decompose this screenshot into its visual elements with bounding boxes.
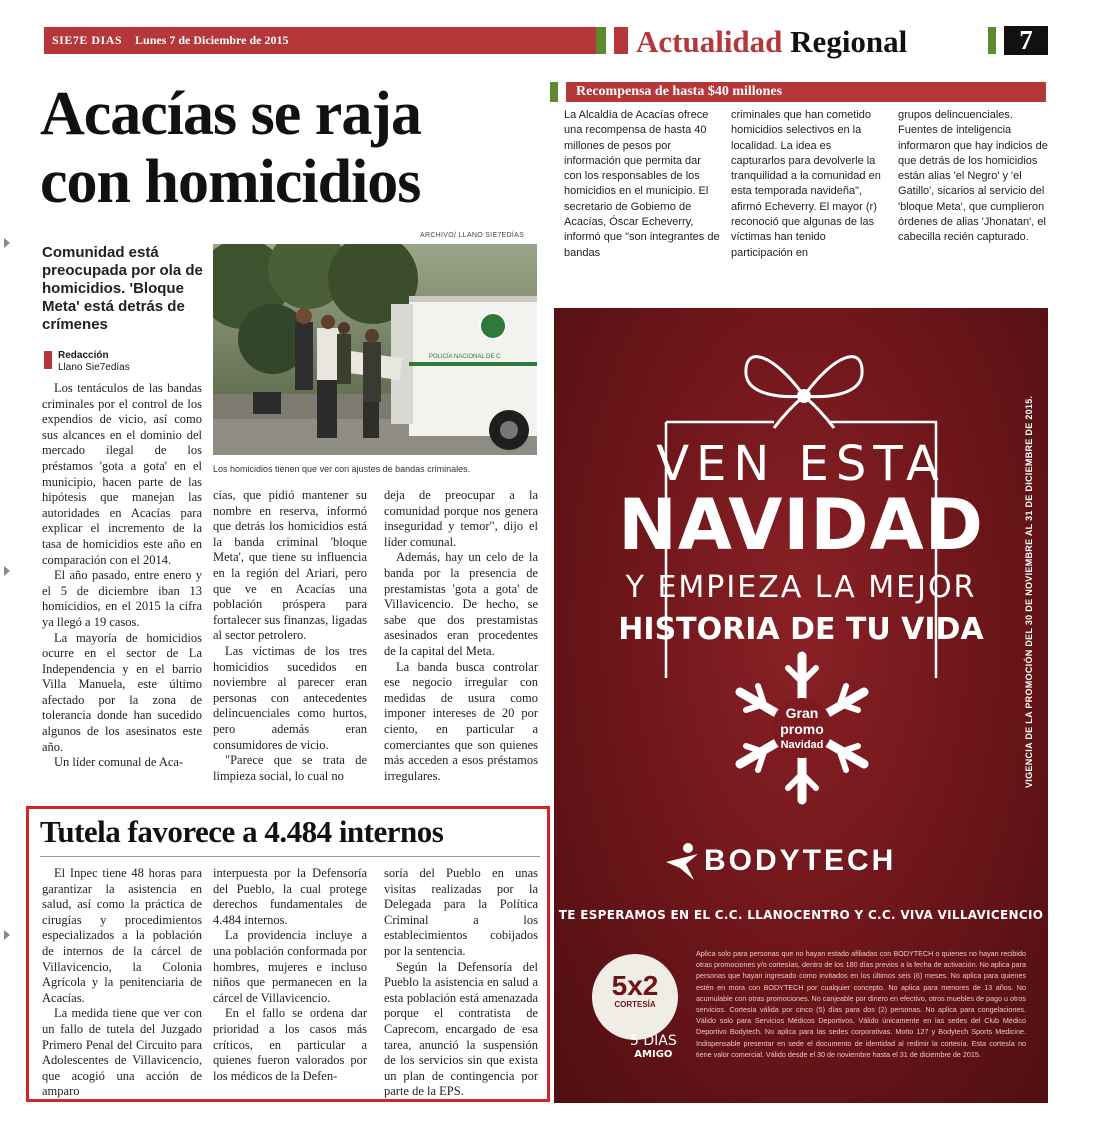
snowflake-text-2: promo xyxy=(780,721,824,737)
promo-days-label: AMIGO xyxy=(634,1049,673,1060)
ad-validity: VIGENCIA DE LA PROMOCIÓN DEL 30 DE NOVIEMBRE AL 31 DE DICIEMBRE DE 2015. xyxy=(1024,395,1034,788)
ad-fine-print: Aplica solo para personas que no hayan estado afiliadas con BODYTECH o quienes no hayan recibido otras promociones y/o cortesías, dentro de los 180 días previos a la fecha de activación. No aplica para personas que hayan ingresado como invitados en los últimos seis (6) meses. No aplica para quienes estén en mora con BODYTECH por cualquier concepto. No aplica para menores de 13 años. No acumulable con otras promociones. No canjeable por dinero en efectivo, otros muebles de pago u otros servicios. Cortesía válida por cinco (5) días para dos (2) personas. No aplica para congelaciones. Válido solo para Servicios Médicos Deportivos. Válido únicamente en las sedes del Club Médico Deportivo Bodytech. No aplica para las sedes corporativas. Motto 127 y Bodytech Sports Medicine. Indispensable presentar en sede el documento de identidad al redimir la cortesía. Esta cortesía no tiene valor comercial. Válido desde el 30 de noviembre hasta el 31 de diciembre de 2015. xyxy=(696,949,1026,1059)
section-title-red: Actualidad xyxy=(636,24,783,59)
main-headline xyxy=(40,80,540,216)
byline-marker xyxy=(44,351,52,369)
article-column-3 xyxy=(384,488,538,784)
promo-badge xyxy=(592,954,678,1040)
promo-badge-label: CORTESÍA xyxy=(614,1000,656,1009)
sidebar-column-3: grupos delincuenciales. Fuentes de inteligencia informaron que hay indicios de que detrás de los homicidios están alias 'el Negro' y 'el Gatillo', sicarios al servicio del 'bloque Meta', que cumplieron órdenes de alias 'Jhonatan', el cabecilla recién capturado. xyxy=(898,109,1048,244)
article-photo xyxy=(213,244,537,455)
photo-illustration xyxy=(213,244,537,455)
ad-line-ven-esta: VEN ESTA xyxy=(656,436,946,492)
header-red-accent xyxy=(614,27,628,54)
bodytech-logo-icon xyxy=(658,842,706,882)
paragraph: La providencia incluye a una población conformada por hombres, mujeres e incluso niños que permanecen en la cárcel de Villavicencio. xyxy=(213,928,367,1005)
sidebar-column-2: criminales que han cometido homicidios selectivos en la localidad. La idea es capturarlos para devolverle la tranquilidad a la comunidad en esta temporada navideña", afirmó Echeverry. El mayor (r) reconoció que algunas de las víctimas han tenido participación en xyxy=(731,109,881,259)
section-title xyxy=(636,24,907,60)
page-number: 7 xyxy=(1004,26,1048,55)
promo-days xyxy=(630,1034,677,1062)
paragraph: La medida tiene que ver con un fallo de tutela del Juzgado Primero Penal del Circuito para Adolescentes de Villavicencio, que acogió una acción de amparo xyxy=(42,1006,202,1099)
scan-marker-icon xyxy=(4,238,10,248)
paragraph: El año pasado, entre enero y el 5 de diciembre iban 13 homicidios, en el 2015 la cifra ya llegó a 19 casos. xyxy=(42,568,202,629)
paragraph: Un líder comunal de Aca- xyxy=(54,755,184,770)
van-lettering: POLICÍA NACIONAL DE C xyxy=(429,354,501,360)
tutela-rule xyxy=(40,856,540,857)
tutela-headline: Tutela favorece a 4.484 internos xyxy=(40,814,444,849)
paragraph: cías, que pidió mantener su nombre en reserva, informó que detrás los homicidios está la banda criminal 'bloque Meta', que tiene su influencia en la región del Ariari, pero que ve en Acacías una población próspera para fortalecer sus finanzas, ligadas al sector petrolero. xyxy=(213,488,367,643)
snowflake-icon xyxy=(732,648,872,808)
bodytech-brand: BODYTECH xyxy=(704,844,897,877)
section-name: SIE7E DIAS xyxy=(52,33,123,47)
snowflake-text-3: Navidad xyxy=(780,739,824,751)
issue-date: Lunes 7 de Diciembre de 2015 xyxy=(135,33,289,47)
paragraph: soría del Pueblo en unas visitas realizadas por la Delegada para la Política Criminal a los establecimientos cobijados por la sentencia. xyxy=(384,866,538,958)
header-info xyxy=(52,33,288,48)
paragraph: Los tentáculos de las bandas criminales por el control de los expendios de vicio, así como sus alcances en el dominio del mercado ilegal de los préstamos 'gota a gota' en el municipio, hacen parte de las hipótesis que manejan las autoridades en Acacías para explicar el incremento de la tasa de homicidios este año en comparación con el 2014. xyxy=(42,381,202,567)
headline-line-2: con homicidios xyxy=(40,148,421,216)
paragraph: Además, hay un celo de la banda por la presencia de prestamistas 'gota a gota' de Villavicencio. De hecho, se sabe que dos prestamistas asesinados eran procedentes de la capital del Meta. xyxy=(384,550,538,658)
photo-caption: Los homicidios tienen que ver con ajustes de bandas criminales. xyxy=(213,464,471,474)
tutela-column-1 xyxy=(42,866,202,1100)
scan-marker-icon xyxy=(4,566,10,576)
ad-line-navidad: NAVIDAD xyxy=(618,484,984,566)
paragraph: Las víctimas de los tres homicidios sucedidos en noviembre al parecer eran personas con antecedentes delincuenciales como hurtos, pero además eran consumidores de vicio. xyxy=(213,643,367,752)
article-column-1 xyxy=(42,381,202,771)
byline-role: Redacción xyxy=(58,350,109,361)
paragraph: deja de preocupar a la comunidad porque nos genera inseguridad y temor", dijo el líder comunal. xyxy=(384,488,538,549)
sidebar-green-accent xyxy=(550,82,558,102)
byline-name: Llano Sie7edías xyxy=(58,362,130,373)
sidebar-column-1: La Alcaldía de Acacías ofrece una recompensa de hasta 40 millones de pesos por información que permita dar con los responsables de los homicidios en el municipio. El secretario de Gobierno de Acacías, Óscar Echeverry, informó que "son integrantes de bandas xyxy=(564,109,720,259)
paragraph: La mayoría de homicidios ocurre en el sector de La Independencia y en el barrio Villa Manuela, este último afectado por la zona de tolerancia donde han sucedido algunos de los asesinatos este año. xyxy=(42,630,202,754)
gift-bow-icon xyxy=(734,334,874,430)
ad-location: TE ESPERAMOS EN EL C.C. LLANOCENTRO Y C.C. VIVA VILLAVICENCIO xyxy=(558,908,1044,922)
headline-line-1: Acacías se raja xyxy=(40,80,421,148)
promo-badge-value: 5x2 xyxy=(611,970,659,1001)
ad-line-empieza: Y EMPIEZA LA MEJOR xyxy=(625,570,977,605)
promo-days-value: 5 DÍAS xyxy=(630,1033,677,1049)
paragraph: La banda busca controlar ese negocio irregular con medidas de usura como imponer intereses de 20 por ciento, en particular a comerciantes que son quienes más acceden a esos préstamos irregulares. xyxy=(384,659,538,783)
paragraph: Según la Defensoría del Pueblo la asistencia en salud a esta población está amenazada porque el contratista de Caprecom, encargado de esa tarea, anunció la suspensión de los servicios sin que exista un plan de contingencia por parte de la EPS. xyxy=(384,959,538,1099)
ad-line-historia: HISTORIA DE TU VIDA xyxy=(618,612,984,647)
sidebar-title: Recompensa de hasta $40 millones xyxy=(576,84,783,99)
paragraph: En el fallo se ordena dar prioridad a los casos más críticos, en particular a quienes fueron valorados por los médicos de la Defen- xyxy=(213,1006,367,1083)
paragraph: "Parece que se trata de limpieza social, lo cual no xyxy=(213,753,367,783)
snowflake-text-1: Gran xyxy=(785,705,819,721)
article-column-2 xyxy=(213,488,367,784)
scan-marker-icon xyxy=(4,930,10,940)
section-title-black: Regional xyxy=(790,24,908,59)
paragraph: El Inpec tiene 48 horas para garantizar la asistencia en salud, así como la práctica de cirugías y procedimientos especializados a la población de internos de la cárcel de Villavicencio, la Colonia Agrícola y la penitenciaria de Acacías. xyxy=(42,866,202,1005)
tutela-column-2 xyxy=(213,866,367,1084)
header-green-accent-2 xyxy=(988,27,996,54)
photo-credit: ARCHIVO/ LLANO SIE7EDÍAS xyxy=(420,232,525,239)
article-kicker: Comunidad está preocupada por ola de homicidios. 'Bloque Meta' está detrás de crímenes xyxy=(42,244,203,333)
bodytech-advertisement xyxy=(554,308,1048,1103)
tutela-column-3 xyxy=(384,866,538,1100)
paragraph: interpuesta por la Defensoría del Pueblo, la cual protege derechos fundamentales de 4.484 internos. xyxy=(213,866,367,927)
header-green-accent xyxy=(596,27,606,54)
